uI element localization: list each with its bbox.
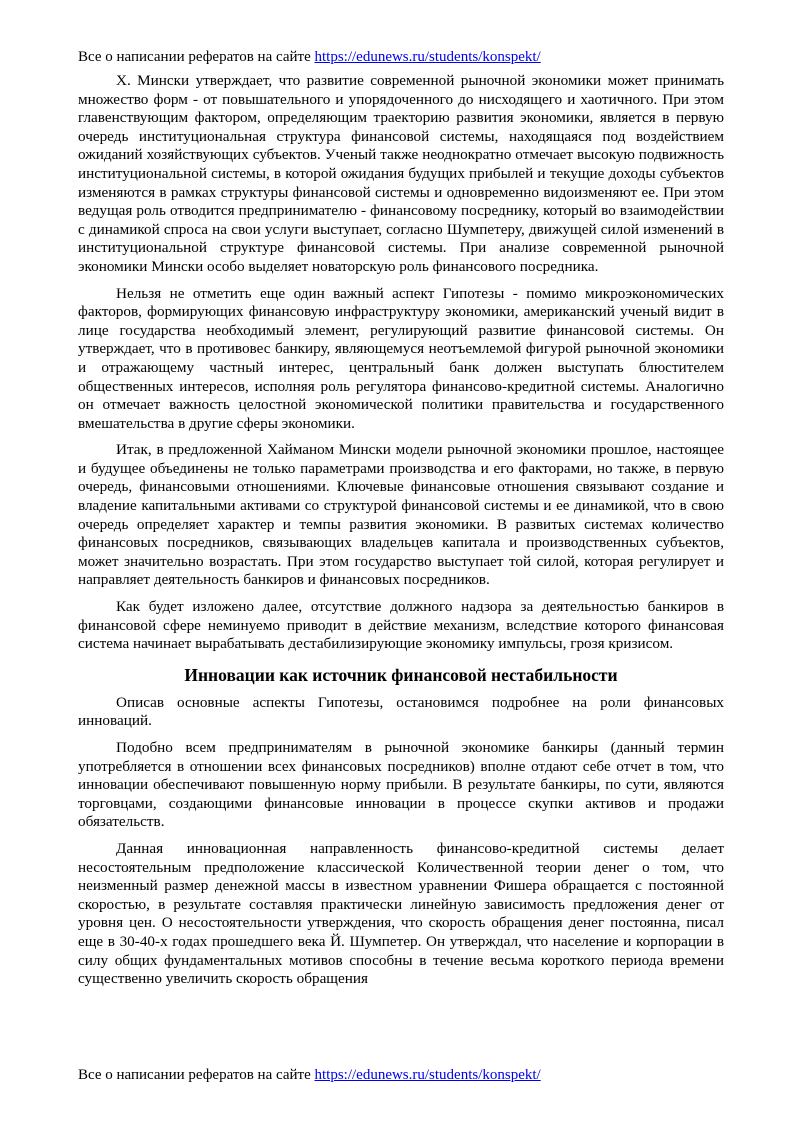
header-text: Все о написании рефератов на сайте — [78, 49, 315, 65]
paragraph: Итак, в предложенной Хайманом Мински модели рыночной экономики прошлое, настоящее и будущее объединены не только параметрами производства и его факторами, но также, в первую очередь, финансовыми отношениями. Ключевые финансовые отношения связывают создание и владение капитальными активами со структурой финансовой системы и ее динамикой, что в свою очередь определяет характер и темпы развития экономики. В развитых системах количество финансовых посредников, связывающих владельцев капитала и производственных субъектов, может значительно возрастать. При этом государство выступает той силой, которая регулирует и направляет деятельность банкиров и финансовых посредников. — [78, 441, 724, 589]
footer-link[interactable]: https://edunews.ru/students/konspekt/ — [314, 1067, 541, 1083]
document-body — [78, 72, 724, 997]
paragraph: Как будет изложено далее, отсутствие должного надзора за деятельностью банкиров в финансовой сфере неминуемо приводит в действие механизм, вследствие которого финансовая система начинает вырабатывать дестабилизирующие экономику импульсы, грозя кризисом. — [78, 598, 724, 653]
footer-text: Все о написании рефератов на сайте — [78, 1067, 315, 1083]
section-heading: Инновации как источник финансовой нестабильности — [184, 664, 618, 685]
paragraph: Нельзя не отметить еще один важный аспект Гипотезы - помимо микроэкономических факторов, формирующих финансовую инфраструктуру экономики, американский ученый видит в лице государства необходимый элемент, регулирующий развитие финансовой системы. Он утверждает, что в противовес банкиру, являющемуся неотъемлемой фигурой рыночной экономики и отражающему частный интерес, центральный банк должен выступать блюстителем общественных интересов, исполняя роль регулятора финансово-кредитной системы. Аналогично он отмечает важность целостной экономической политики правительства и государственного вмешательства в другие сферы экономики. — [78, 284, 724, 432]
paragraph: Подобно всем предпринимателям в рыночной экономике банкиры (данный термин употребляется в отношении всех финансовых посредников) вполне отдают себе отчет в том, что инновации обеспечивают повышенную норму прибыли. В результате банкиры, по сути, являются торговцами, создающими финансовые инновации в процессе скупки активов и продажи обязательств. — [78, 739, 724, 831]
paragraph: Данная инновационная направленность финансово-кредитной системы делает несостоятельным предположение классической Количественной теории денег о том, что неизменный размер денежной массы в известном уравнении Фишера обращается с постоянной скоростью, в результате составляя практически линейную зависимость предложения денег от уровня цен. О несостоятельности утверждения, что скорость обращения денег постоянна, писал еще в 30-40-х годах прошедшего века Й. Шумпетер. Он утверждал, что население и корпорации в силу общих фундаментальных мотивов способны в течение весьма короткого периода времени существенно увеличить скорость обращения — [78, 839, 724, 988]
document-page — [78, 0, 724, 1131]
paragraph: Х. Мински утверждает, что развитие современной рыночной экономики может принимать множество форм - от повышательного и упорядоченного до нисходящего и хаотичного. При этом главенствующим фактором, определяющим траекторию развития экономики, является в первую очередь институциональная структура финансовой системы, находящаяся под воздействием ожиданий хозяйствующих субъектов. Ученый также неоднократно отмечает высокую подвижность институциональной системы, в которой ожидания будущих прибылей и текущие доходы субъектов изменяются в рамках структуры финансовой системы и одновременно видоизменяют ее. При этом ведущая роль отводится предпринимателю - финансовому посреднику, который во взаимодействии с динамикой спроса на свои услуги выступает, согласно Шумпетеру, движущей силой изменений в институциональной структуре финансовой системы. При анализе современной рыночной экономики Мински особо выделяет новаторскую роль финансового посредника. — [78, 72, 724, 275]
paragraph: Описав основные аспекты Гипотезы, остановимся подробнее на роли финансовых инноваций. — [78, 693, 724, 730]
page-footer — [78, 1066, 541, 1084]
header-link[interactable]: https://edunews.ru/students/konspekt/ — [314, 49, 541, 65]
page-header — [78, 48, 541, 66]
